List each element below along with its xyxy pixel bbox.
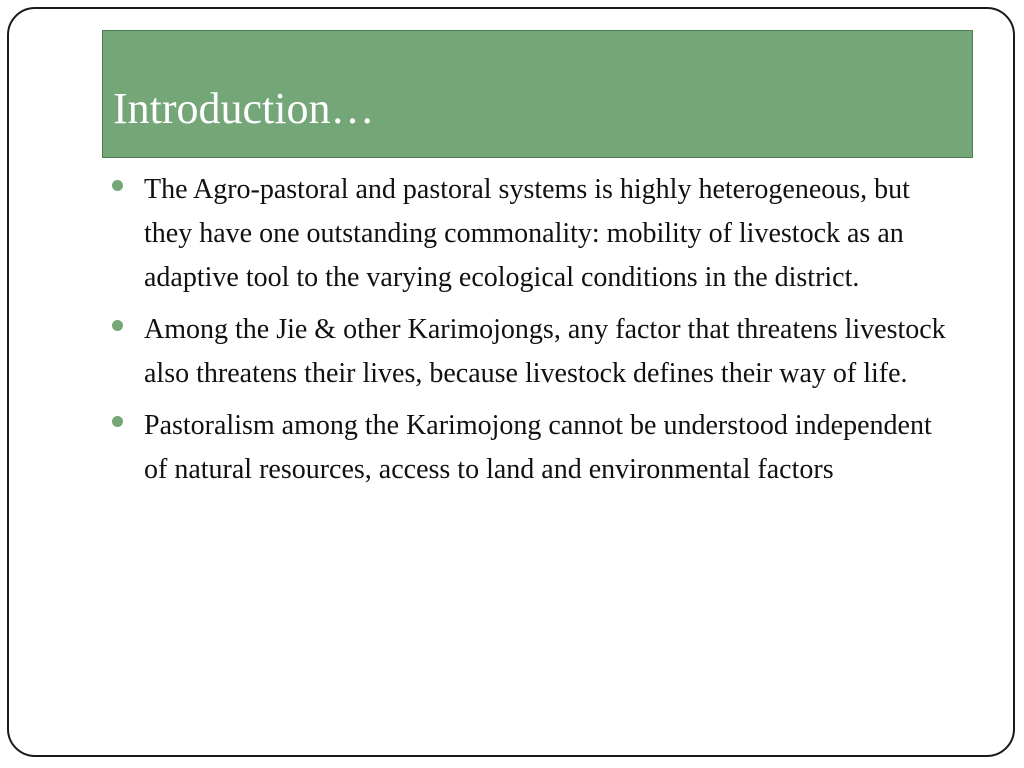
title-bar: [102, 30, 973, 158]
bullet-text-1: The Agro-pastoral and pastoral systems is highly heterogeneous, but they have one outstanding commonality: mobility of livestock as an adaptive tool to the varying ecological conditions in the district.: [144, 174, 910, 293]
bullet-text-2: Among the Jie & other Karimojongs, any factor that threatens livestock also threatens their lives, because livestock defines their way of life.: [144, 314, 946, 389]
bullet-item-1: [112, 168, 952, 300]
bullet-item-2: [112, 308, 952, 396]
bullet-item-3: [112, 404, 952, 492]
bullet-list: [112, 168, 952, 500]
bullet-text-3: Pastoralism among the Karimojong cannot be understood independent of natural resources, access to land and environmental factors: [144, 410, 932, 485]
bullet-dot-icon: [112, 180, 123, 191]
bullet-dot-icon: [112, 416, 123, 427]
bullet-dot-icon: [112, 320, 123, 331]
slide-title: Introduction…: [113, 84, 375, 133]
